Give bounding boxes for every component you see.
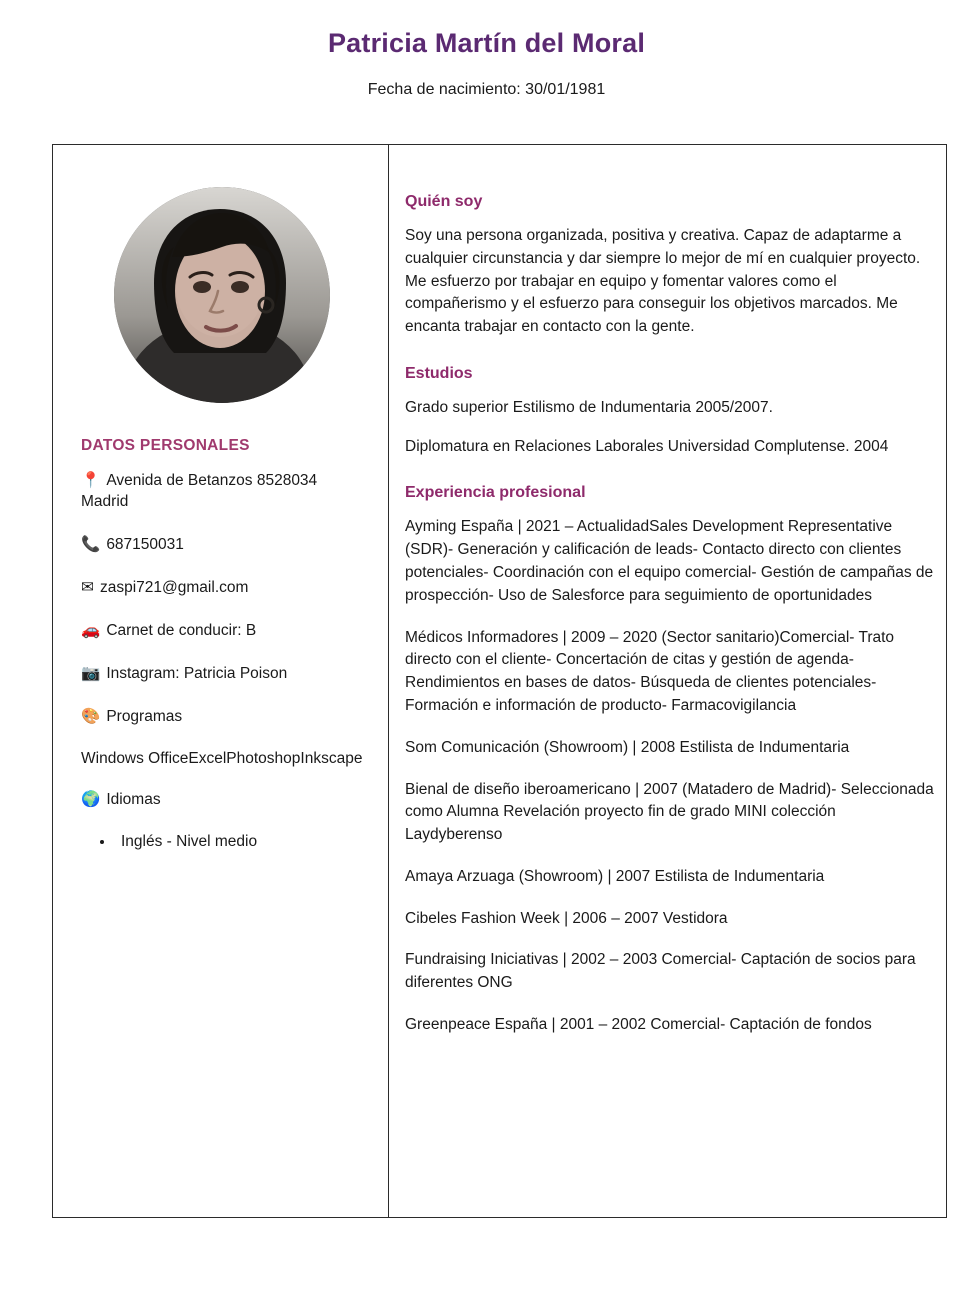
contact-address: [81, 471, 368, 513]
experience-item: Som Comunicación (Showroom) | 2008 Estilista de Indumentaria: [405, 738, 850, 756]
list-item: • Inglés - Nivel medio: [115, 833, 368, 851]
contact-driving-license: [81, 621, 368, 642]
globe-icon: 🌍: [81, 791, 101, 809]
experience-heading: Experiencia profesional: [405, 484, 586, 502]
experience-item: Ayming España | 2021 – ActualidadSales Development Representative (SDR)- Generación y calificación de leads- Contacto directo con clientes potenciales- Coordinación con el equipo comercial- Gestión de campañas de prospección- Uso de Salesforce para seguimiento de oportunidades: [405, 518, 934, 604]
study-item: Grado superior Estilismo de Indumentaria 2005/2007.: [405, 398, 773, 416]
contact-email[interactable]: [81, 578, 368, 599]
contact-driving-license-text: Carnet de conducir: B: [106, 621, 257, 639]
experience-item: Cibeles Fashion Week | 2006 – 2007 Vestidora: [405, 909, 728, 927]
languages-heading-text: Idiomas: [106, 791, 161, 809]
about-text: Soy una persona organizada, positiva y creativa. Capaz de adaptarme a cualquier circunstancia y dar siempre lo mejor de mí en cualquier proyecto. Me esfuerzo por trabajar en equipo y fomentar valores como el compañerismo y el esfuerzo para conseguir los objetivos marcados. Me encanta trabajar en contacto con la gente.: [405, 227, 921, 336]
avatar-wrapper: [75, 187, 368, 403]
instagram-icon: 📷: [81, 664, 101, 682]
birth-date: Fecha de nacimiento: 30/01/1981: [367, 81, 606, 98]
experience-item: Bienal de diseño iberoamericano | 2007 (Matadero de Madrid)- Seleccionada como Alumna Revelación proyecto fin de grado MINI colección Laydyberenso: [405, 780, 934, 844]
cv-frame: [52, 144, 947, 1218]
contact-email-text: zaspi721@gmail.com: [100, 578, 249, 596]
experience-item: Greenpeace España | 2001 – 2002 Comercial- Captación de fondos: [405, 1015, 872, 1033]
contact-instagram-text: Instagram: Patricia Poison: [106, 664, 288, 682]
contact-instagram[interactable]: [81, 664, 368, 685]
experience-item: Amaya Arzuaga (Showroom) | 2007 Estilista de Indumentaria: [405, 867, 825, 885]
languages-heading: [81, 790, 368, 811]
location-pin-icon: 📍: [81, 472, 101, 489]
contact-address-text: Avenida de Betanzos 8528034 Madrid: [81, 472, 318, 510]
about-heading: Quién soy: [405, 193, 483, 210]
studies-heading: Estudios: [405, 364, 473, 382]
phone-icon: 📞: [81, 535, 101, 553]
page-title: Patricia Martín del Moral: [327, 28, 646, 58]
contact-phone-text: 687150031: [106, 535, 184, 553]
contact-phone: [81, 535, 368, 556]
programs-list: Windows OfficeExcelPhotoshopInkscape: [81, 750, 363, 768]
palette-icon: 🎨: [81, 707, 101, 725]
study-item: Diplomatura en Relaciones Laborales Universidad Complutense. 2004: [405, 437, 889, 455]
email-icon: ✉: [81, 578, 94, 596]
experience-item: Fundraising Iniciativas | 2002 – 2003 Comercial- Captación de socios para diferentes ONG: [405, 951, 916, 992]
car-icon: 🚗: [81, 621, 101, 639]
languages-list: [75, 833, 368, 851]
experience-item: Médicos Informadores | 2009 – 2020 (Sector sanitario)Comercial- Trato directo con el cliente- Concertación de citas y gestión de agenda- Rendimientos en bases de datos- Búsqueda de clientes potenciales- Formación e información de producto- Farmacovigilancia: [405, 628, 895, 714]
main-column: [389, 145, 946, 1217]
programs-heading: [81, 707, 368, 728]
programs-heading-text: Programas: [106, 707, 183, 725]
personal-data-heading: DATOS PERSONALES: [81, 437, 250, 454]
avatar: [114, 187, 330, 403]
sidebar-column: [53, 145, 389, 1217]
